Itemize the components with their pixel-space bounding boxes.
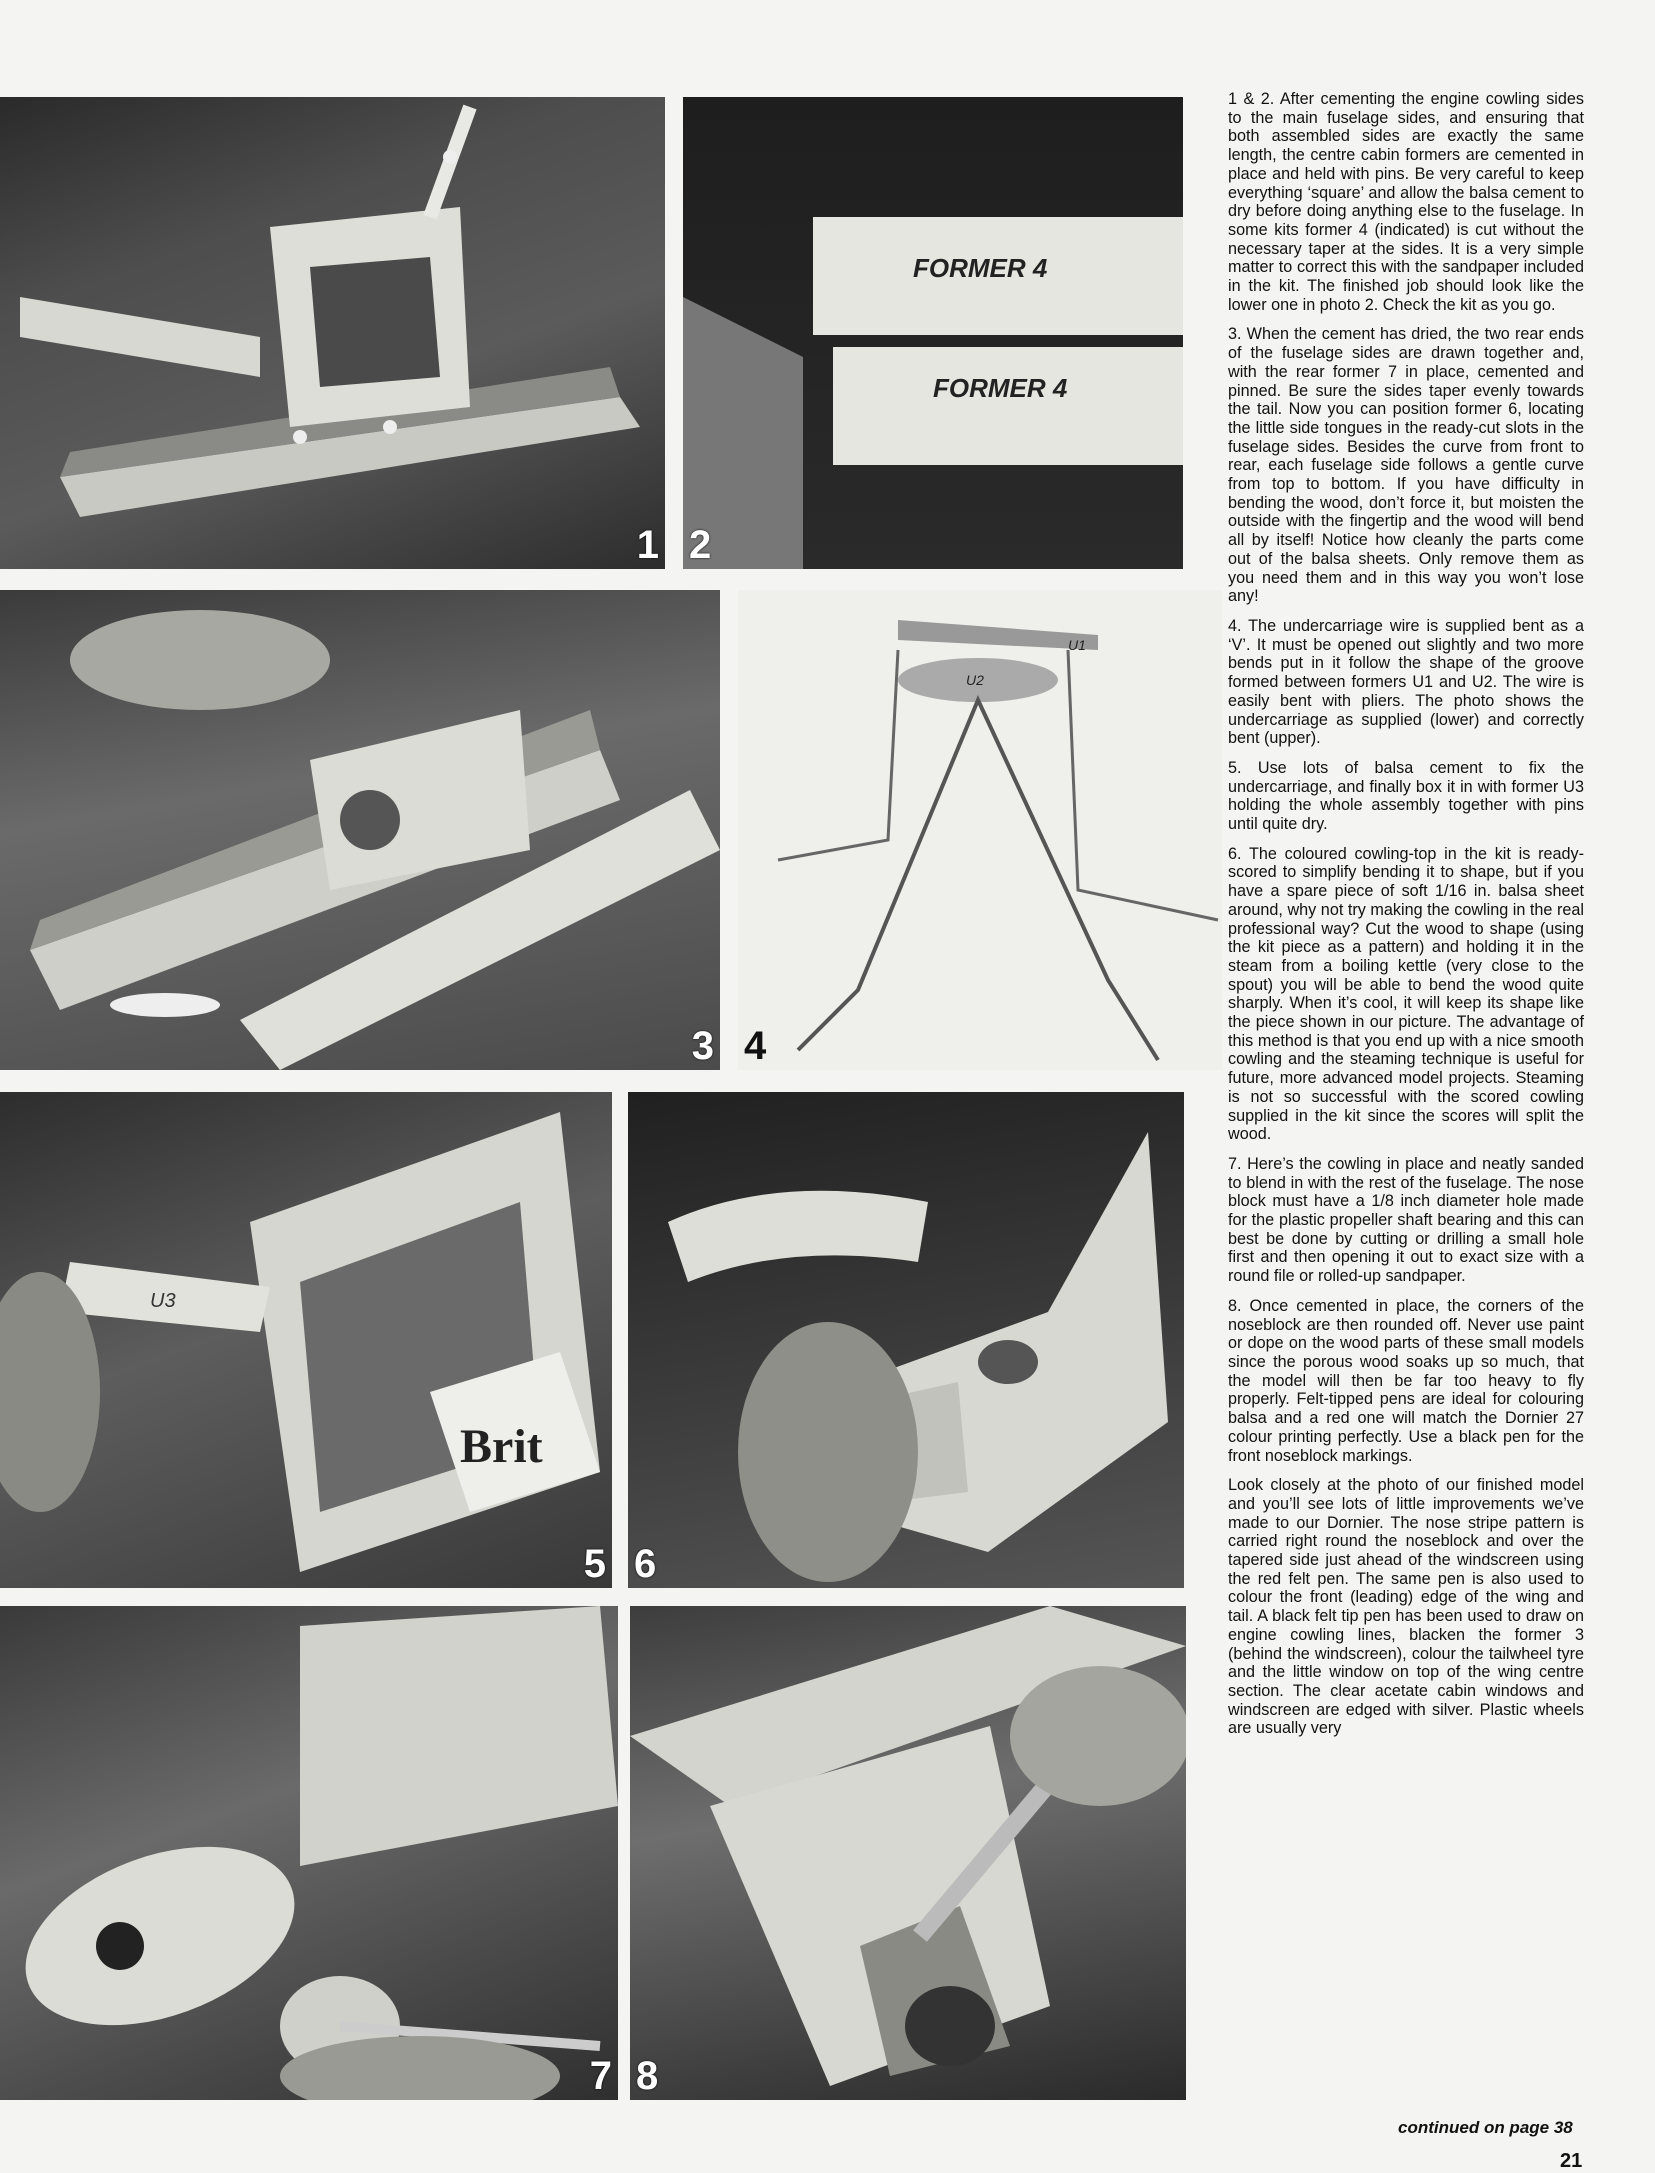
instructions-column (1228, 90, 1584, 1749)
photo-1-illustration (0, 97, 665, 569)
photo-5-illustration (0, 1092, 612, 1588)
paragraph-4: 4. The undercarriage wire is supplied bent as a ‘V’. It must be opened out slightly and two more bends put in it follow the shape of the groove formed between formers U1 and U2. The wire is easily bent with pliers. The photo shows the undercarriage as supplied (lower) and correctly bent (upper). (1228, 616, 1584, 748)
photo-number-3: 3 (691, 1024, 714, 1068)
photo-number-8: 8 (636, 2054, 659, 2098)
continued-note: continued on page 38 (1398, 2118, 1573, 2137)
paragraph-8: 8. Once cemented in place, the corners of the noseblock are then rounded off. Never use paint or dope on the wood parts of these small models since the porous wood soaks up so much, that the model will then be far too heavy to fly properly. Felt-tipped pens are ideal for colouring balsa and a red one will match the Dornier 27 colour printing perfectly. Use a black pen for the front noseblock markings. (1228, 1296, 1584, 1465)
photo-3 (0, 590, 720, 1070)
photo-2-illustration (683, 97, 1183, 569)
photo-4 (738, 590, 1222, 1070)
photo-number-7: 7 (589, 2054, 612, 2098)
paragraph-5: 5. Use lots of balsa cement to fix the undercarriage, and finally box it in with former U3 holding the whole assembly together with pins until quite dry. (1228, 758, 1584, 834)
u2-label: U2 (966, 672, 984, 688)
paragraph-finished-model: Look closely at the photo of our finished model and you’ll see lots of little improvements we’ve made to our Dornier. The nose stripe pattern is carried right round the noseblock and over the tapered side just ahead of the windscreen using the red felt pen. The same pen is also used to colour the front (leading) edge of the wing and tail. A black felt tip pen has been used to draw on engine cowling lines, blacken the former 3 (behind the windscreen), colour the tailwheel tyre and the little window on top of the wing centre section. The clear acetate cabin windows and windscreen are edged with silver. Plastic wheels are usually very (1228, 1476, 1584, 1738)
photo-2 (683, 97, 1183, 569)
paragraph-1-2: 1 & 2. After cementing the engine cowling sides to the main fuselage sides, and ensuring that both assembled sides are exactly the same length, the centre cabin formers are cemented in place and held with pins. Be very careful to keep everything ‘square’ and allow the balsa cement to dry before doing anything else to the fuselage. In some kits former 4 (indicated) is cut without the necessary taper at the sides. It is a very simple matter to correct this with the sandpaper included in the kit. The finished job should look like the lower one in photo 2. Check the kit as you go. (1228, 90, 1584, 314)
photo-3-illustration (0, 590, 720, 1070)
photo-5 (0, 1092, 612, 1588)
u1-label: U1 (1068, 637, 1086, 653)
photo-number-5: 5 (583, 1542, 606, 1586)
paragraph-6: 6. The coloured cowling-top in the kit is ready-scored to simplify bending it to shape, but if you have a spare piece of soft 1/16 in. balsa sheet around, why not try making the cowling in the real professional way? Cut the wood to shape (using the kit piece as a pattern) and holding it in the steam from a boiling kettle (very close to the spout) you will be able to bend the wood quite sharply. When it’s cool, it will keep its shape like the piece shown in our picture. The advantage of this method is that you end up with a nice smooth cowling and the steaming technique is useful for future, more advanced model projects. Steaming is not so successful with the scored cowling supplied in the kit since the scores will split the wood. (1228, 844, 1584, 1144)
photo-1 (0, 97, 665, 569)
photo-4-illustration (738, 590, 1222, 1070)
photo-6-illustration (628, 1092, 1184, 1588)
former-4-bottom-label: FORMER 4 (933, 373, 1068, 403)
photo-number-2: 2 (689, 523, 712, 567)
photo-8 (630, 1606, 1186, 2100)
photo-6 (628, 1092, 1184, 1588)
photo-7-illustration (0, 1606, 618, 2100)
photo-7 (0, 1606, 618, 2100)
former-4-top-label: FORMER 4 (913, 253, 1048, 283)
britfix-label: Brit (460, 1420, 543, 1473)
paragraph-7: 7. Here’s the cowling in place and neatly sanded to blend in with the rest of the fuselage. The nose block must have a 1/8 inch diameter hole made for the plastic propeller shaft bearing and this can best be done by cutting or drilling a small hole first and then opening it out to exact size with a round file or rolled-up sandpaper. (1228, 1154, 1584, 1286)
photo-number-1: 1 (636, 523, 659, 567)
paragraph-3: 3. When the cement has dried, the two rear ends of the fuselage sides are drawn together and, with the rear former 7 in place, cemented and pinned. Be sure the sides taper evenly towards the tail. Now you can position former 6, locating the little side tongues in the ready-cut slots in the fuselage sides. Besides the curve from front to rear, each fuselage side follows a gentle curve from top to bottom. If you have difficulty in bending the wood, don’t force it, but moisten the outside with the fingertip and the wood will bend all by itself! Notice how cleanly the parts come out of the balsa sheets. Only remove them as you need them and in this way you won’t lose any! (1228, 325, 1584, 606)
u3-label: U3 (150, 1290, 176, 1312)
photo-8-illustration (630, 1606, 1186, 2100)
photo-number-4: 4 (744, 1024, 767, 1068)
page-number: 21 (1560, 2150, 1583, 2172)
photo-number-6: 6 (634, 1542, 657, 1586)
